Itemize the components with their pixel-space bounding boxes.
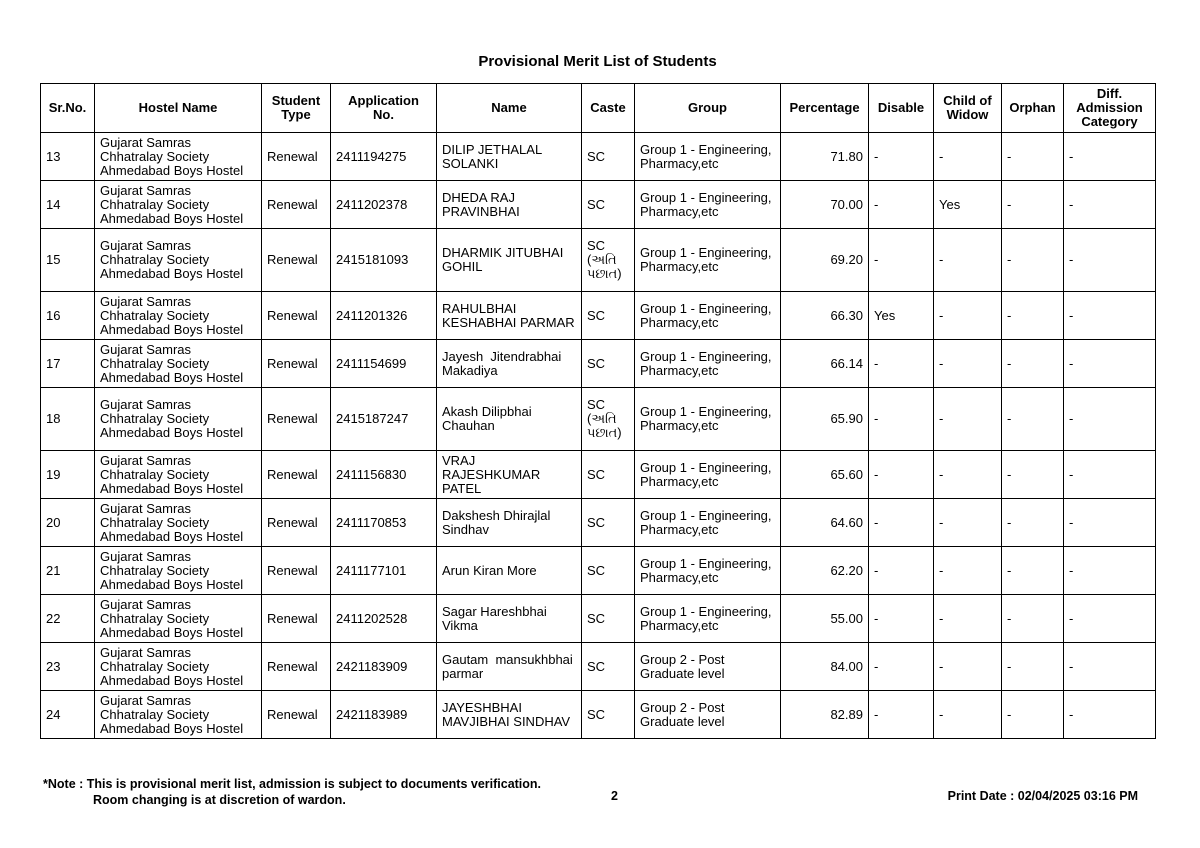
diff-admission-category-cell: - — [1064, 499, 1156, 547]
table-row — [41, 595, 1156, 643]
percentage-cell: 69.20 — [781, 229, 869, 292]
sr-no-cell: 18 — [41, 388, 95, 451]
student-type-cell: Renewal — [262, 451, 331, 499]
merit-list-table — [40, 83, 1156, 739]
percentage-cell: 55.00 — [781, 595, 869, 643]
diff-admission-category-cell: - — [1064, 181, 1156, 229]
group-cell: Group 2 - Post Graduate level — [635, 643, 781, 691]
orphan-cell: - — [1002, 292, 1064, 340]
group-cell: Group 1 - Engineering, Pharmacy,etc — [635, 340, 781, 388]
student-type-cell: Renewal — [262, 499, 331, 547]
table-row — [41, 691, 1156, 739]
child-of-widow-cell: - — [934, 691, 1002, 739]
table-row — [41, 547, 1156, 595]
hostel-name-cell: Gujarat Samras Chhatralay Society Ahmedabad Boys Hostel — [95, 292, 262, 340]
percentage-cell: 70.00 — [781, 181, 869, 229]
sr-no-cell: 14 — [41, 181, 95, 229]
disable-cell: - — [869, 181, 934, 229]
student-type-cell: Renewal — [262, 292, 331, 340]
caste-cell: SC — [582, 292, 635, 340]
application-no-cell: 2415181093 — [331, 229, 437, 292]
child-of-widow-cell: - — [934, 292, 1002, 340]
column-header-orphan: Orphan — [1002, 84, 1064, 133]
table-row — [41, 181, 1156, 229]
hostel-name-cell: Gujarat Samras Chhatralay Society Ahmedabad Boys Hostel — [95, 340, 262, 388]
child-of-widow-cell: - — [934, 499, 1002, 547]
hostel-name-cell: Gujarat Samras Chhatralay Society Ahmedabad Boys Hostel — [95, 388, 262, 451]
student-name-cell: DHARMIK JITUBHAI GOHIL — [437, 229, 582, 292]
disable-cell: - — [869, 133, 934, 181]
sr-no-cell: 16 — [41, 292, 95, 340]
diff-admission-category-cell: - — [1064, 133, 1156, 181]
table-row — [41, 388, 1156, 451]
column-header-sr-no: Sr.No. — [41, 84, 95, 133]
column-header-disable: Disable — [869, 84, 934, 133]
orphan-cell: - — [1002, 547, 1064, 595]
caste-cell: SC — [582, 643, 635, 691]
group-cell: Group 2 - Post Graduate level — [635, 691, 781, 739]
student-name-cell: Jayesh Jitendrabhai Makadiya — [437, 340, 582, 388]
student-name-cell: Akash Dilipbhai Chauhan — [437, 388, 582, 451]
orphan-cell: - — [1002, 340, 1064, 388]
application-no-cell: 2421183989 — [331, 691, 437, 739]
student-type-cell: Renewal — [262, 595, 331, 643]
disable-cell: - — [869, 643, 934, 691]
disable-cell: - — [869, 340, 934, 388]
group-cell: Group 1 - Engineering, Pharmacy,etc — [635, 595, 781, 643]
caste-cell: SC — [582, 691, 635, 739]
hostel-name-cell: Gujarat Samras Chhatralay Society Ahmedabad Boys Hostel — [95, 181, 262, 229]
student-name-cell: VRAJ RAJESHKUMAR PATEL — [437, 451, 582, 499]
table-row — [41, 340, 1156, 388]
column-header-child-of-widow: Child of Widow — [934, 84, 1002, 133]
hostel-name-cell: Gujarat Samras Chhatralay Society Ahmedabad Boys Hostel — [95, 691, 262, 739]
table-row — [41, 499, 1156, 547]
table-row — [41, 292, 1156, 340]
application-no-cell: 2421183909 — [331, 643, 437, 691]
diff-admission-category-cell: - — [1064, 292, 1156, 340]
column-header-hostel-name: Hostel Name — [95, 84, 262, 133]
diff-admission-category-cell: - — [1064, 643, 1156, 691]
caste-cell: SC — [582, 451, 635, 499]
student-name-cell: DILIP JETHALAL SOLANKI — [437, 133, 582, 181]
child-of-widow-cell: - — [934, 595, 1002, 643]
child-of-widow-cell: - — [934, 340, 1002, 388]
diff-admission-category-cell: - — [1064, 547, 1156, 595]
percentage-cell: 84.00 — [781, 643, 869, 691]
orphan-cell: - — [1002, 388, 1064, 451]
student-name-cell: Dakshesh Dhirajlal Sindhav — [437, 499, 582, 547]
student-name-cell: DHEDA RAJ PRAVINBHAI — [437, 181, 582, 229]
column-header-group: Group — [635, 84, 781, 133]
diff-admission-category-cell: - — [1064, 691, 1156, 739]
sr-no-cell: 13 — [41, 133, 95, 181]
percentage-cell: 62.20 — [781, 547, 869, 595]
application-no-cell: 2411156830 — [331, 451, 437, 499]
caste-cell: SC — [582, 181, 635, 229]
orphan-cell: - — [1002, 181, 1064, 229]
group-cell: Group 1 - Engineering, Pharmacy,etc — [635, 181, 781, 229]
student-name-cell: RAHULBHAI KESHABHAI PARMAR — [437, 292, 582, 340]
column-header-caste: Caste — [582, 84, 635, 133]
diff-admission-category-cell: - — [1064, 340, 1156, 388]
group-cell: Group 1 - Engineering, Pharmacy,etc — [635, 451, 781, 499]
student-type-cell: Renewal — [262, 340, 331, 388]
disable-cell: - — [869, 547, 934, 595]
group-cell: Group 1 - Engineering, Pharmacy,etc — [635, 292, 781, 340]
application-no-cell: 2411202378 — [331, 181, 437, 229]
diff-admission-category-cell: - — [1064, 229, 1156, 292]
table-row — [41, 229, 1156, 292]
sr-no-cell: 23 — [41, 643, 95, 691]
student-type-cell: Renewal — [262, 181, 331, 229]
application-no-cell: 2411170853 — [331, 499, 437, 547]
orphan-cell: - — [1002, 451, 1064, 499]
sr-no-cell: 17 — [41, 340, 95, 388]
child-of-widow-cell: - — [934, 133, 1002, 181]
student-name-cell: Gautam mansukhbhai parmar — [437, 643, 582, 691]
hostel-name-cell: Gujarat Samras Chhatralay Society Ahmedabad Boys Hostel — [95, 643, 262, 691]
sr-no-cell: 24 — [41, 691, 95, 739]
diff-admission-category-cell: - — [1064, 451, 1156, 499]
disable-cell: - — [869, 595, 934, 643]
child-of-widow-cell: Yes — [934, 181, 1002, 229]
child-of-widow-cell: - — [934, 229, 1002, 292]
hostel-name-cell: Gujarat Samras Chhatralay Society Ahmedabad Boys Hostel — [95, 595, 262, 643]
hostel-name-cell: Gujarat Samras Chhatralay Society Ahmedabad Boys Hostel — [95, 229, 262, 292]
student-name-cell: Sagar Hareshbhai Vikma — [437, 595, 582, 643]
hostel-name-cell: Gujarat Samras Chhatralay Society Ahmedabad Boys Hostel — [95, 133, 262, 181]
sr-no-cell: 19 — [41, 451, 95, 499]
column-header-application-no: Application No. — [331, 84, 437, 133]
student-type-cell: Renewal — [262, 547, 331, 595]
sr-no-cell: 21 — [41, 547, 95, 595]
percentage-cell: 65.90 — [781, 388, 869, 451]
percentage-cell: 65.60 — [781, 451, 869, 499]
application-no-cell: 2411177101 — [331, 547, 437, 595]
column-header-name: Name — [437, 84, 582, 133]
caste-cell: SC (અતિ પછાત) — [582, 388, 635, 451]
hostel-name-cell: Gujarat Samras Chhatralay Society Ahmedabad Boys Hostel — [95, 499, 262, 547]
student-name-cell: JAYESHBHAI MAVJIBHAI SINDHAV — [437, 691, 582, 739]
print-date: Print Date : 02/04/2025 03:16 PM — [947, 789, 1138, 803]
caste-cell: SC — [582, 547, 635, 595]
percentage-cell: 82.89 — [781, 691, 869, 739]
caste-cell: SC (અતિ પછાત) — [582, 229, 635, 292]
percentage-cell: 66.14 — [781, 340, 869, 388]
application-no-cell: 2411154699 — [331, 340, 437, 388]
student-type-cell: Renewal — [262, 691, 331, 739]
group-cell: Group 1 - Engineering, Pharmacy,etc — [635, 229, 781, 292]
sr-no-cell: 22 — [41, 595, 95, 643]
orphan-cell: - — [1002, 691, 1064, 739]
sr-no-cell: 15 — [41, 229, 95, 292]
hostel-name-cell: Gujarat Samras Chhatralay Society Ahmedabad Boys Hostel — [95, 547, 262, 595]
page-title: Provisional Merit List of Students — [478, 53, 717, 70]
note-line-1: *Note : This is provisional merit list, admission is subject to documents verification. — [43, 777, 542, 791]
student-type-cell: Renewal — [262, 388, 331, 451]
student-name-cell: Arun Kiran More — [437, 547, 582, 595]
group-cell: Group 1 - Engineering, Pharmacy,etc — [635, 499, 781, 547]
column-header-diff-admission-category: Diff. Admission Category — [1064, 84, 1156, 133]
student-type-cell: Renewal — [262, 229, 331, 292]
column-header-percentage: Percentage — [781, 84, 869, 133]
table-header-row — [41, 84, 1156, 133]
diff-admission-category-cell: - — [1064, 388, 1156, 451]
caste-cell: SC — [582, 340, 635, 388]
disable-cell: Yes — [869, 292, 934, 340]
table-row — [41, 643, 1156, 691]
percentage-cell: 66.30 — [781, 292, 869, 340]
disable-cell: - — [869, 691, 934, 739]
child-of-widow-cell: - — [934, 547, 1002, 595]
orphan-cell: - — [1002, 595, 1064, 643]
diff-admission-category-cell: - — [1064, 595, 1156, 643]
orphan-cell: - — [1002, 133, 1064, 181]
caste-cell: SC — [582, 499, 635, 547]
student-type-cell: Renewal — [262, 643, 331, 691]
application-no-cell: 2411201326 — [331, 292, 437, 340]
percentage-cell: 71.80 — [781, 133, 869, 181]
application-no-cell: 2415187247 — [331, 388, 437, 451]
orphan-cell: - — [1002, 499, 1064, 547]
student-type-cell: Renewal — [262, 133, 331, 181]
percentage-cell: 64.60 — [781, 499, 869, 547]
table-row — [41, 133, 1156, 181]
child-of-widow-cell: - — [934, 643, 1002, 691]
disable-cell: - — [869, 451, 934, 499]
page-number: 2 — [611, 789, 618, 803]
sr-no-cell: 20 — [41, 499, 95, 547]
caste-cell: SC — [582, 133, 635, 181]
hostel-name-cell: Gujarat Samras Chhatralay Society Ahmedabad Boys Hostel — [95, 451, 262, 499]
child-of-widow-cell: - — [934, 451, 1002, 499]
application-no-cell: 2411202528 — [331, 595, 437, 643]
disable-cell: - — [869, 388, 934, 451]
column-header-student-type: Student Type — [262, 84, 331, 133]
orphan-cell: - — [1002, 643, 1064, 691]
provisional-note — [43, 776, 541, 808]
caste-cell: SC — [582, 595, 635, 643]
application-no-cell: 2411194275 — [331, 133, 437, 181]
group-cell: Group 1 - Engineering, Pharmacy,etc — [635, 547, 781, 595]
table-row — [41, 451, 1156, 499]
disable-cell: - — [869, 229, 934, 292]
group-cell: Group 1 - Engineering, Pharmacy,etc — [635, 388, 781, 451]
child-of-widow-cell: - — [934, 388, 1002, 451]
note-line-2: Room changing is at discretion of wardon. — [93, 793, 346, 807]
orphan-cell: - — [1002, 229, 1064, 292]
group-cell: Group 1 - Engineering, Pharmacy,etc — [635, 133, 781, 181]
disable-cell: - — [869, 499, 934, 547]
